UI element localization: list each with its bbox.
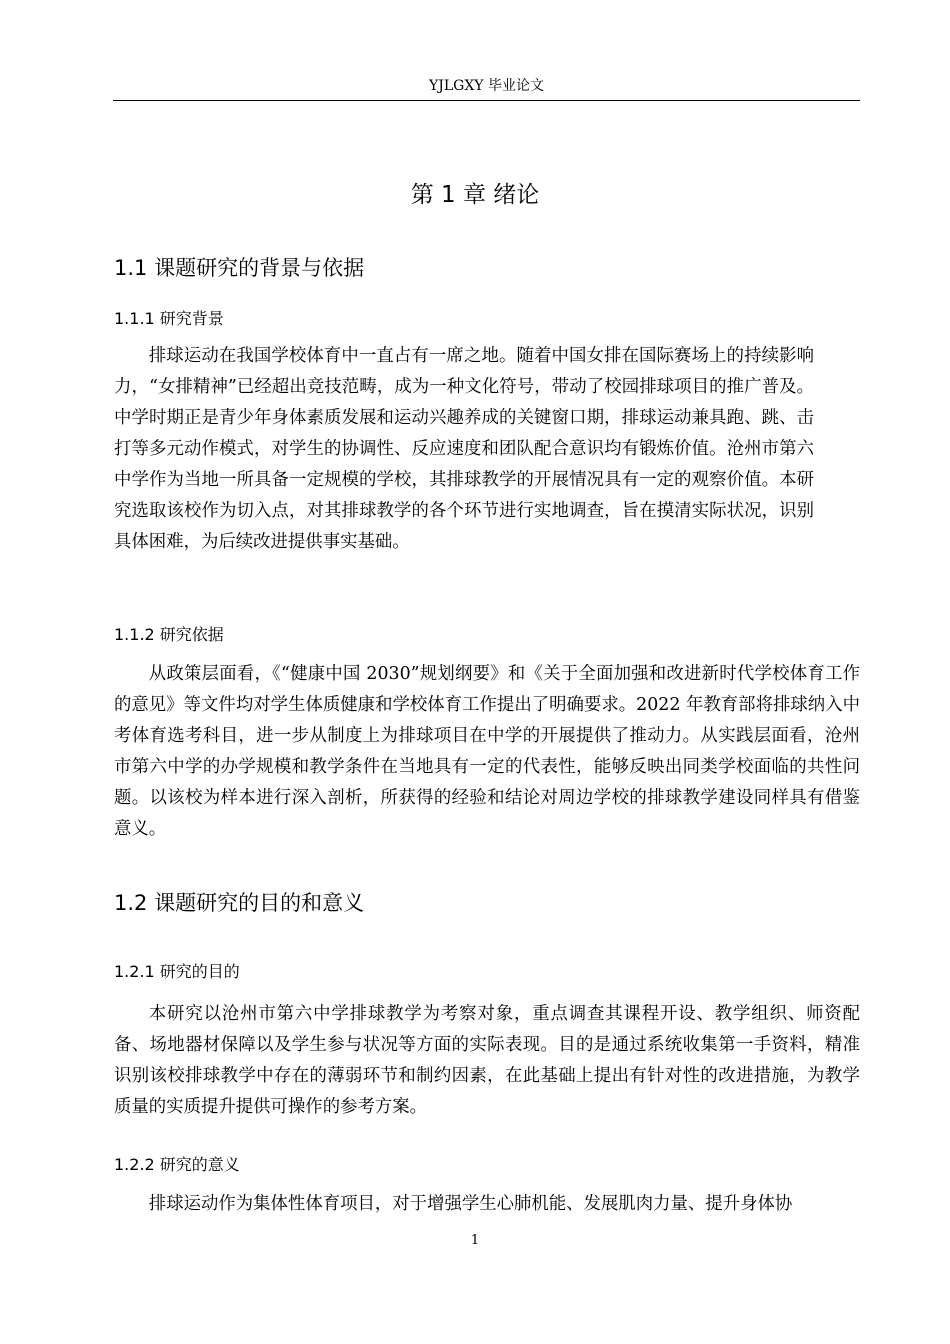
paragraph-research-basis: 从政策层面看，《“健康中国 2030”规划纲要》和《关于全面加强和改进新时代学校体育工作的意见》等文件均对学生体质健康和学校体育工作提出了明确要求。2022 年教育部将排球纳入中考体育选考科目，进一步从制度上为排球项目在中学的开展提供了推动力。从实践层面看，沧州市第六中学的办学规模和教学条件在当地具有一定的代表性，能够反映出同类学校面临的共性问题。以该校为样本进行深入剖析，所获得的经验和结论对周边学校的排球教学建设同样具有借鉴意义。 xyxy=(114,664,860,839)
page-number: 1 xyxy=(470,1233,480,1248)
header-rule xyxy=(113,100,860,101)
subsection-heading-1-1-1: 1.1.1 研究背景 xyxy=(114,309,224,328)
subsection-heading-1-2-2: 1.2.2 研究的意义 xyxy=(114,1155,240,1174)
section-heading-1-1: 1.1 课题研究的背景与依据 xyxy=(114,256,365,280)
section-heading-1-2: 1.2 课题研究的目的和意义 xyxy=(114,891,365,915)
chapter-title: 第 1 章 绪论 xyxy=(410,182,540,208)
paragraph-research-background: 排球运动在我国学校体育中一直占有一席之地。随着中国女排在国际赛场上的持续影响力，“女排精神”已经超出竞技范畴，成为一种文化符号，带动了校园排球项目的推广普及。中学时期正是青少年身体素质发展和运动兴趣养成的关键窗口期，排球运动兼具跑、跳、击打等多元动作模式，对学生的协调性、反应速度和团队配合意识均有锻炼价值。沧州市第六中学作为当地一所具备一定规模的学校，其排球教学的开展情况具有一定的观察价值。本研究选取该校作为切入点，对其排球教学的各个环节进行实地调查，旨在摸清实际状况，识别具体困难，为后续改进提供事实基础。 xyxy=(114,346,814,552)
page-header: YJLGXY 毕业论文 xyxy=(429,78,544,94)
subsection-heading-1-2-1: 1.2.1 研究的目的 xyxy=(114,962,240,981)
paragraph-research-purpose: 本研究以沧州市第六中学排球教学为考察对象，重点调查其课程开设、教学组织、师资配备、场地器材保障以及学生参与状况等方面的实际表现。目的是通过系统收集第一手资料，精准识别该校排球教学中存在的薄弱环节和制约因素，在此基础上提出有针对性的改进措施，为教学质量的实质提升提供可操作的参考方案。 xyxy=(114,1004,860,1117)
paragraph-research-significance: 排球运动作为集体性体育项目，对于增强学生心肺机能、发展肌肉力量、提升身体协 xyxy=(148,1194,793,1214)
subsection-heading-1-1-2: 1.1.2 研究依据 xyxy=(114,625,224,644)
